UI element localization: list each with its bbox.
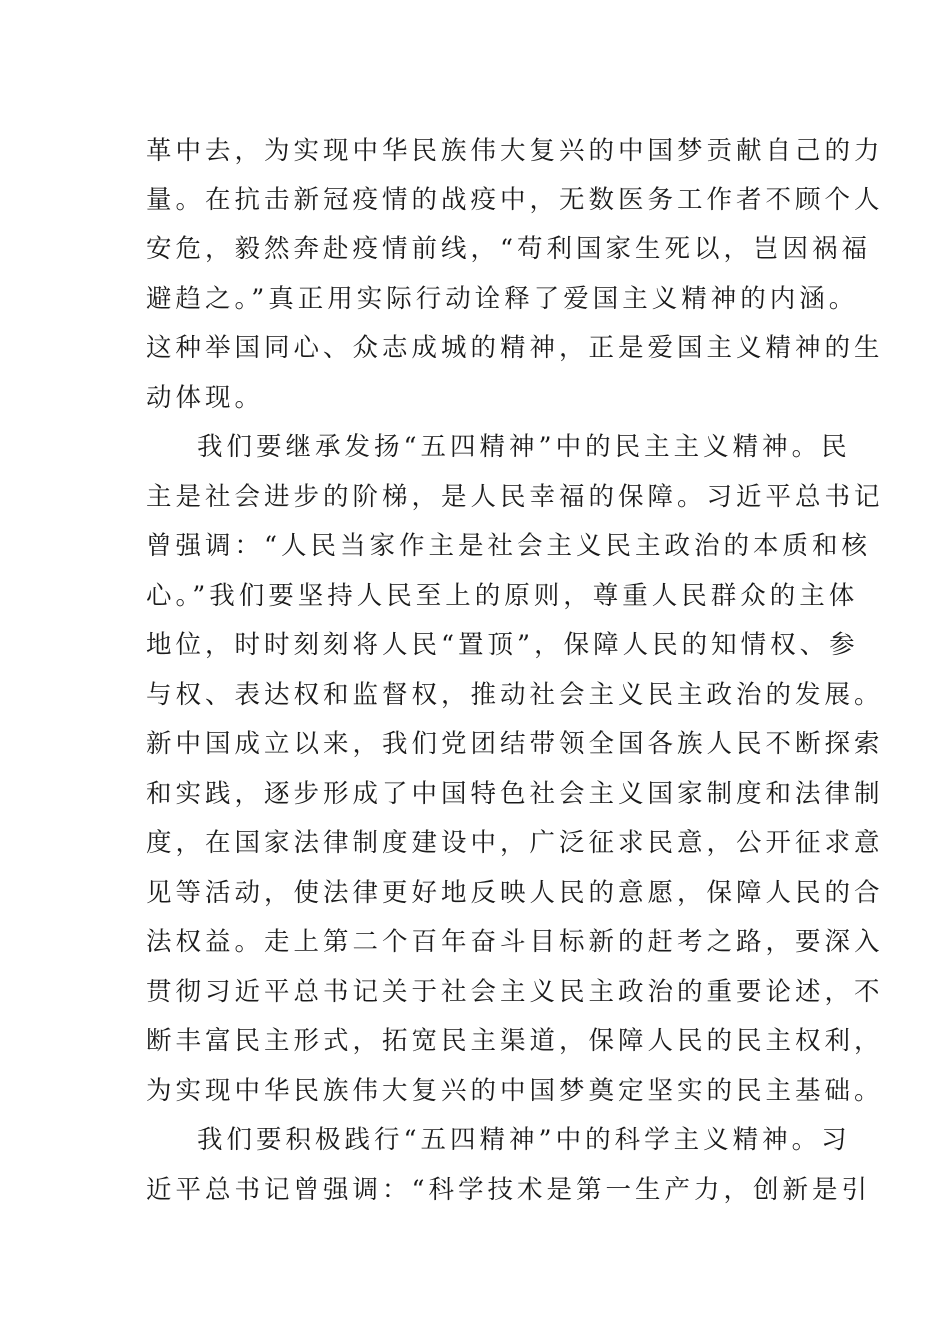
text-line: 安危，毅然奔赴疫情前线，“苟利国家生死以，岂因祸福: [146, 234, 872, 264]
text-line: 避趋之。”真正用实际行动诠释了爱国主义精神的内涵。: [146, 284, 859, 314]
text-line: 新中国成立以来，我们党团结带领全国各族人民不断探索: [146, 729, 884, 759]
text-line: 动体现。: [146, 383, 265, 413]
text-line: 曾强调：“人民当家作主是社会主义民主政治的本质和核: [146, 531, 872, 561]
text-line: 量。在抗击新冠疫情的战疫中，无数医务工作者不顾个人: [146, 185, 884, 215]
text-line: 主是社会进步的阶梯，是人民幸福的保障。习近平总书记: [146, 482, 884, 512]
text-line: 心。”我们要坚持人民至上的原则，尊重人民群众的主体: [146, 581, 859, 611]
paragraph-first-line: 我们要继承发扬“五四精神”中的民主主义精神。民: [197, 432, 851, 462]
text-line: 法权益。走上第二个百年奋斗目标新的赶考之路，要深入: [146, 927, 884, 957]
text-line: 地位，时时刻刻将人民“置顶”，保障人民的知情权、参: [146, 630, 859, 660]
text-line: 断丰富民主形式，拓宽民主渠道，保障人民的民主权利，: [146, 1026, 884, 1056]
text-line: 与权、表达权和监督权，推动社会主义民主政治的发展。: [146, 680, 884, 710]
text-line: 度，在国家法律制度建设中，广泛征求民意，公开征求意: [146, 828, 884, 858]
paragraph-first-line: 我们要积极践行“五四精神”中的科学主义精神。习: [197, 1125, 851, 1155]
text-line: 这种举国同心、众志成城的精神，正是爱国主义精神的生: [146, 333, 884, 363]
text-line: 为实现中华民族伟大复兴的中国梦奠定坚实的民主基础。: [146, 1076, 884, 1106]
text-line: 近平总书记曾强调：“科学技术是第一生产力，创新是引: [146, 1175, 872, 1205]
text-line: 贯彻习近平总书记关于社会主义民主政治的重要论述，不: [146, 977, 884, 1007]
text-line: 和实践，逐步形成了中国特色社会主义国家制度和法律制: [146, 779, 884, 809]
text-line: 革中去，为实现中华民族伟大复兴的中国梦贡献自己的力: [146, 136, 884, 166]
text-line: 见等活动，使法律更好地反映人民的意愿，保障人民的合: [146, 878, 884, 908]
